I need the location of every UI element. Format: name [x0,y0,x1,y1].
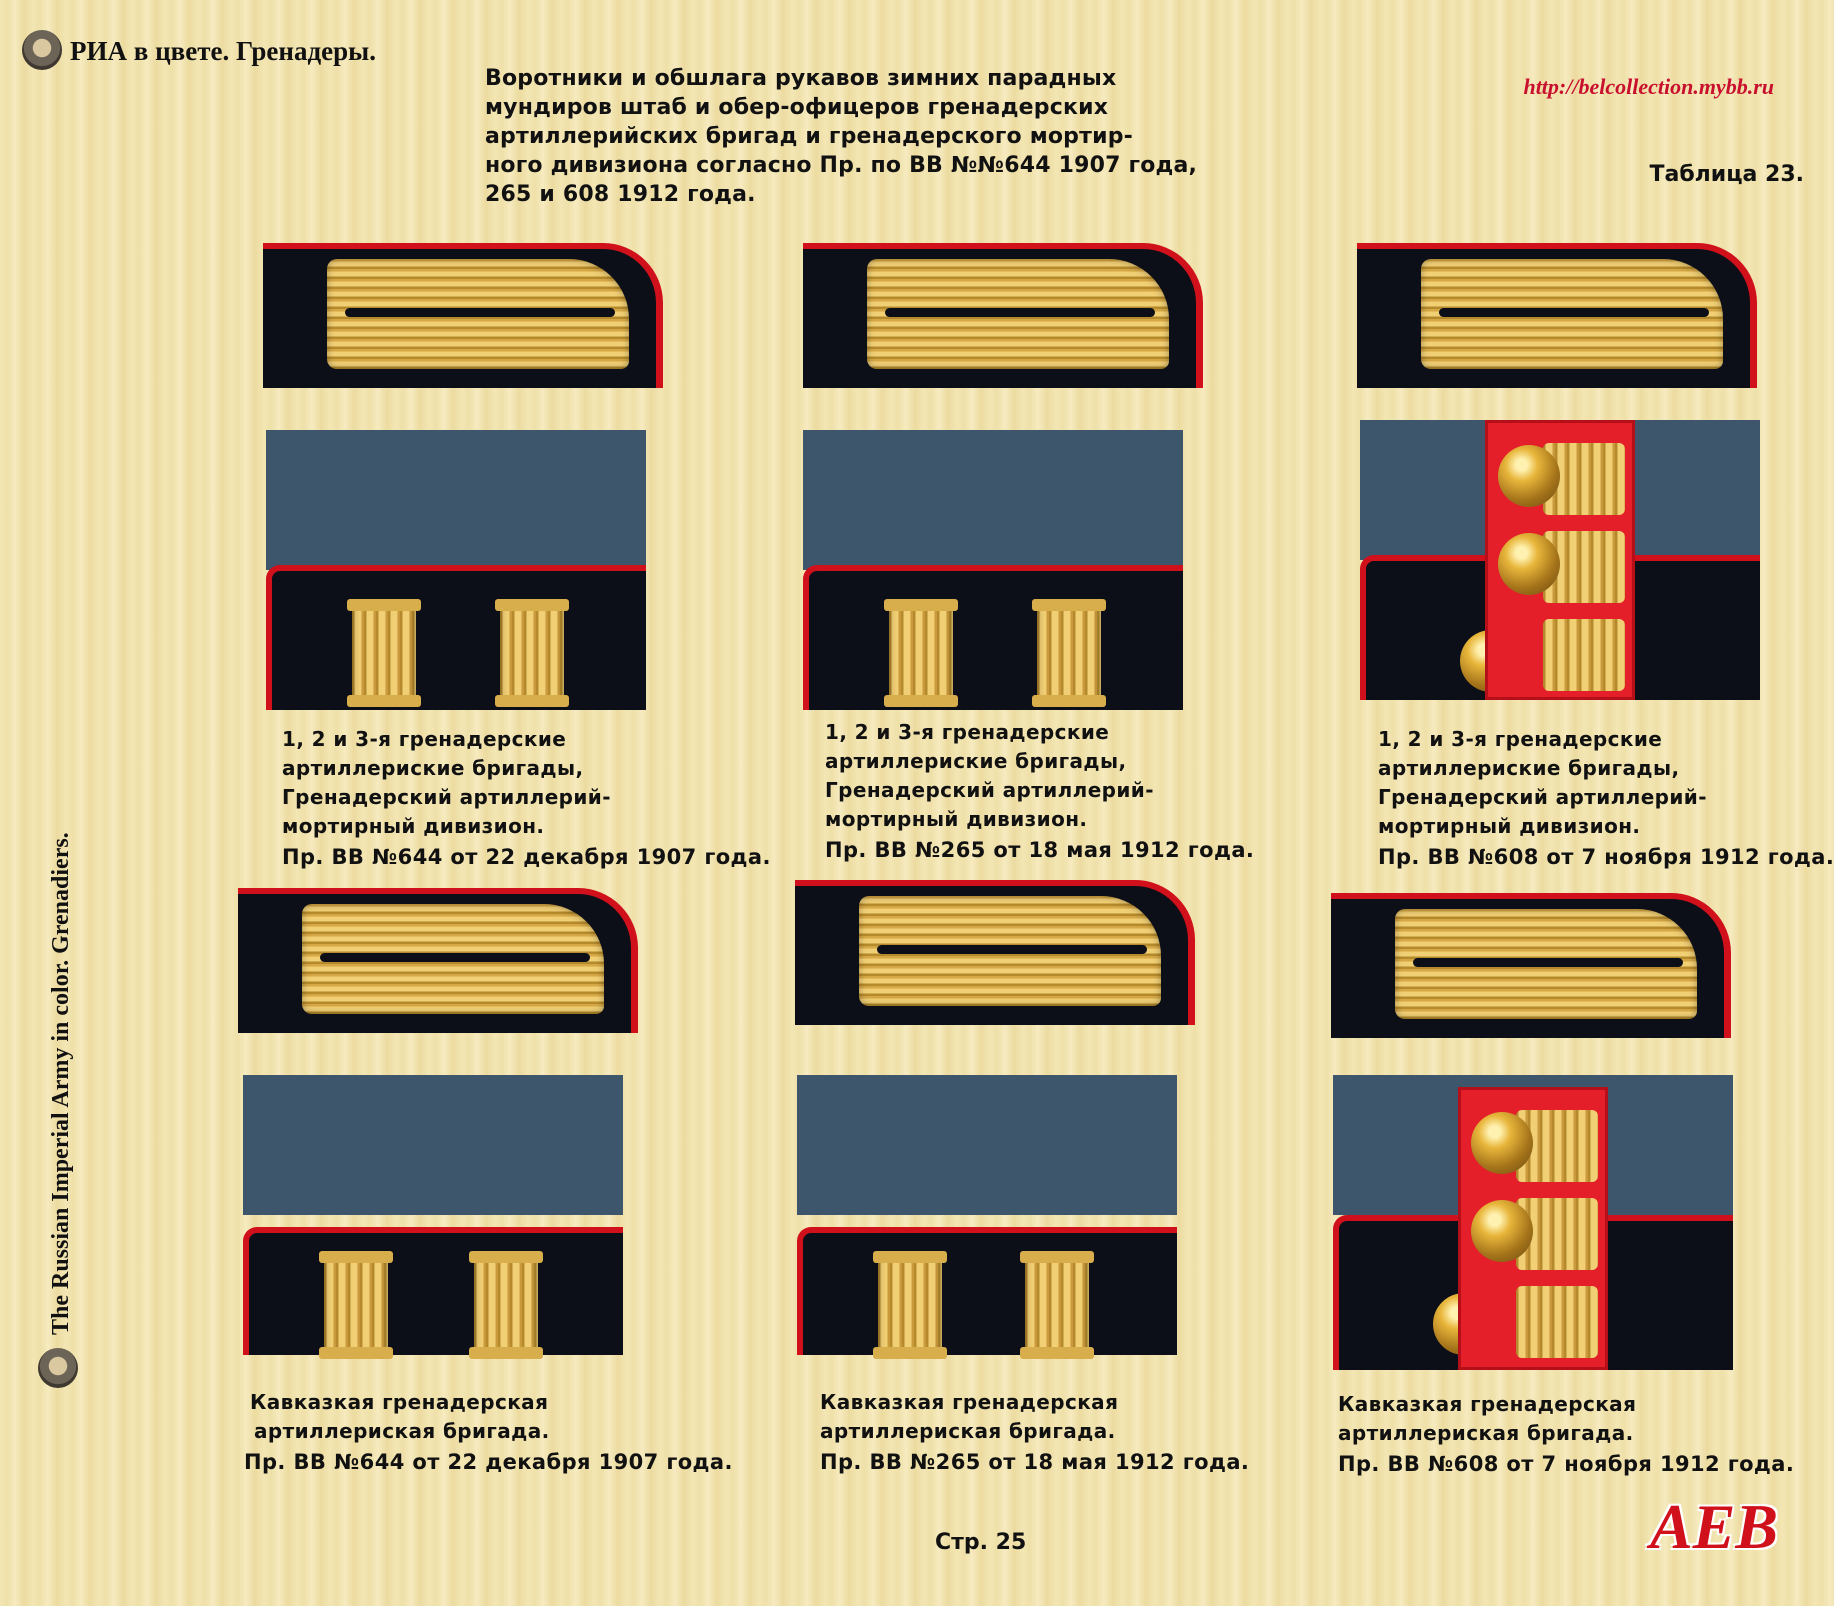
collar-image [1331,893,1731,1038]
collar-image [238,888,638,1033]
order-reference: Пр. ВВ №608 от 7 ноября 1912 года. [1378,845,1834,869]
collar-image [263,243,663,388]
eagle-emblem-icon [38,1348,78,1388]
page-number: Стр. 25 [935,1530,1027,1555]
aev-logo: АЕВ [1650,1491,1779,1562]
gold-loop [1037,601,1101,705]
button-icon [1471,1200,1533,1262]
eagle-emblem-icon [22,30,62,70]
panel-caption: 1, 2 и 3-я гренадерские артиллериские бригады, Гренадерский артиллерий- мортирный дивизион. Пр. ВВ №265 от 18 мая 1912 года. [825,718,1254,865]
table-label: Таблица 23. [1649,162,1804,187]
gold-loop [889,601,953,705]
red-flap [1485,420,1635,700]
gold-loop [1025,1253,1089,1357]
button-icon [1471,1112,1533,1174]
cuff-image [243,1075,623,1355]
order-reference: Пр. ВВ №608 от 7 ноября 1912 года. [1338,1452,1795,1476]
gold-loop [352,601,416,705]
panel-caption: Кавказкая гренадерская артиллериская бригада. Пр. ВВ №265 от 18 мая 1912 года. [820,1388,1249,1477]
button-icon [1498,445,1560,507]
collar-image [803,243,1203,388]
side-caption: The Russian Imperial Army in color. Grenadiers. [48,832,74,1335]
red-flap [1458,1087,1608,1370]
order-reference: Пр. ВВ №265 от 18 мая 1912 года. [820,1450,1250,1474]
intro-text: Воротники и обшлага рукавов зимних парадных мундиров штаб и обер-офицеров гренадерских артиллерийских бригад и гренадерского мортир- ного дивизиона согласно Пр. по ВВ №№644 1907 года, 265 и 608 1912 года. [485,66,1198,207]
panel-caption: 1, 2 и 3-я гренадерские артиллериские бригады, Гренадерский артиллерий- мортирный дивизион. Пр. ВВ №644 от 22 декабря 1907 года. [282,725,771,872]
cuff-image [266,430,646,710]
panel-caption: 1, 2 и 3-я гренадерские артиллериские бригады, Гренадерский артиллерий- мортирный дивизион. Пр. ВВ №608 от 7 ноября 1912 года. [1378,725,1834,872]
order-reference: Пр. ВВ №644 от 22 декабря 1907 года. [282,845,771,869]
cuff-image [803,430,1183,710]
order-reference: Пр. ВВ №265 от 18 мая 1912 года. [825,838,1255,862]
cuff-image [1360,420,1760,700]
gold-loop [474,1253,538,1357]
collar-image [795,880,1195,1025]
panel-caption: Кавказкая гренадерская артиллериская бригада. Пр. ВВ №644 от 22 декабря 1907 года. [250,1388,733,1477]
cuff-image [1333,1075,1733,1370]
gold-loop [500,601,564,705]
page-header-title: РИА в цвете. Гренадеры. [70,36,376,66]
button-icon [1498,533,1560,595]
gold-loop [878,1253,942,1357]
collar-image [1357,243,1757,388]
gold-loop [324,1253,388,1357]
site-url-link[interactable]: http://belcollection.mybb.ru [1523,74,1774,99]
cuff-image [797,1075,1177,1355]
panel-caption: Кавказкая гренадерская артиллериская бригада. Пр. ВВ №608 от 7 ноября 1912 года. [1338,1390,1794,1479]
order-reference: Пр. ВВ №644 от 22 декабря 1907 года. [244,1450,733,1474]
